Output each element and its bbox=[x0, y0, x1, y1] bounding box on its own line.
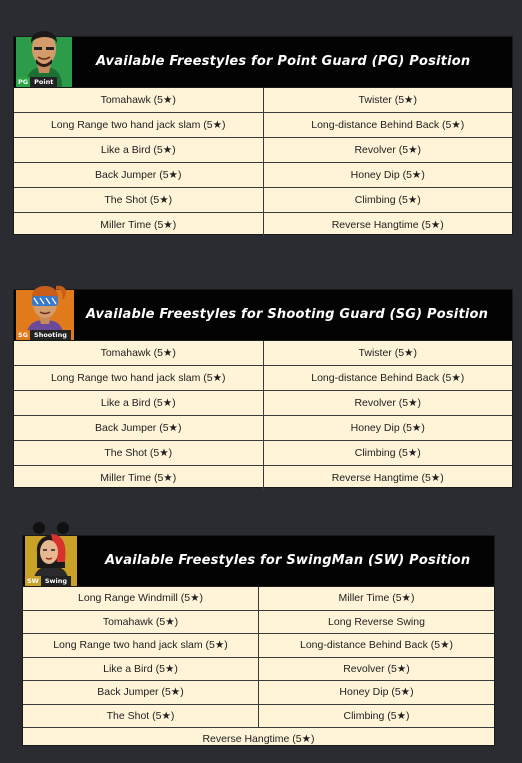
table-row bbox=[14, 113, 512, 138]
table-cell: Long Range two hand jack slam (5★) bbox=[14, 366, 263, 391]
table-cell: The Shot (5★) bbox=[23, 704, 259, 728]
table-cell: Tomahawk (5★) bbox=[100, 347, 176, 359]
sg-card-title: Available Freestyles for Shooting Guard (SG) Position bbox=[86, 307, 489, 322]
sw-card-header bbox=[23, 536, 494, 587]
table-cell: Miller Time (5★) bbox=[14, 213, 263, 238]
sg-position-abbr: SG bbox=[18, 331, 29, 339]
table-cell: Tomahawk (5★) bbox=[100, 94, 176, 106]
pg-freestyle-card bbox=[13, 36, 513, 235]
table-cell: Reverse Hangtime (5★) bbox=[263, 466, 512, 491]
table-cell: Reverse Hangtime (5★) bbox=[263, 213, 512, 238]
table-cell: The Shot (5★) bbox=[14, 188, 263, 213]
pg-position-badge bbox=[16, 77, 57, 87]
sw-position-badge bbox=[25, 576, 71, 586]
table-row bbox=[23, 634, 494, 658]
table-row bbox=[14, 163, 512, 188]
table-cell: The Shot (5★) bbox=[14, 441, 263, 466]
table-row bbox=[23, 704, 494, 728]
table-row bbox=[14, 441, 512, 466]
table-cell: Long-distance Behind Back (5★) bbox=[259, 634, 495, 658]
table-cell: Like a Bird (5★) bbox=[14, 391, 263, 416]
table-row bbox=[14, 188, 512, 213]
sg-card-header bbox=[14, 290, 512, 341]
table-cell: Honey Dip (5★) bbox=[263, 163, 512, 188]
table-cell: Twister (5★) bbox=[263, 88, 512, 113]
pg-position-abbr: PG bbox=[18, 78, 29, 86]
table-cell: Climbing (5★) bbox=[263, 441, 512, 466]
table-row bbox=[14, 138, 512, 163]
table-cell: Back Jumper (5★) bbox=[14, 163, 263, 188]
pg-card-header bbox=[14, 37, 512, 88]
table-cell: Long-distance Behind Back (5★) bbox=[263, 113, 512, 138]
sw-position-abbr: SW bbox=[27, 577, 39, 585]
sg-freestyle-card bbox=[13, 289, 513, 488]
table-cell: Climbing (5★) bbox=[263, 188, 512, 213]
sw-position-label: Swing bbox=[41, 576, 71, 586]
table-row bbox=[14, 213, 512, 238]
table-cell: Like a Bird (5★) bbox=[23, 657, 259, 681]
table-row bbox=[14, 88, 512, 113]
table-cell: Long-distance Behind Back (5★) bbox=[263, 366, 512, 391]
table-cell: Back Jumper (5★) bbox=[14, 416, 263, 441]
table-row bbox=[23, 657, 494, 681]
table-cell: Twister (5★) bbox=[263, 341, 512, 366]
pg-card-title: Available Freestyles for Point Guard (PG) Position bbox=[96, 54, 471, 69]
table-cell: Climbing (5★) bbox=[259, 704, 495, 728]
table-row bbox=[14, 391, 512, 416]
table-cell: Revolver (5★) bbox=[259, 657, 495, 681]
table-row bbox=[23, 587, 494, 610]
sg-position-label: Shooting bbox=[30, 330, 71, 340]
table-cell: Honey Dip (5★) bbox=[263, 416, 512, 441]
table-row bbox=[14, 341, 512, 366]
table-cell: Revolver (5★) bbox=[263, 138, 512, 163]
table-row bbox=[23, 681, 494, 705]
table-cell: Long Reverse Swing bbox=[259, 610, 495, 634]
pg-freestyle-table bbox=[14, 88, 512, 237]
table-cell: Like a Bird (5★) bbox=[14, 138, 263, 163]
table-cell: Reverse Hangtime (5★) bbox=[23, 728, 494, 751]
table-row bbox=[14, 366, 512, 391]
table-cell: Miller Time (5★) bbox=[259, 587, 495, 610]
table-cell: Long Range two hand jack slam (5★) bbox=[14, 113, 263, 138]
pg-position-label: Point bbox=[30, 77, 57, 87]
table-row bbox=[14, 466, 512, 491]
sw-freestyle-card bbox=[22, 535, 495, 746]
table-cell: Back Jumper (5★) bbox=[23, 681, 259, 705]
sw-freestyle-table bbox=[23, 587, 494, 751]
sw-card-title: Available Freestyles for SwingMan (SW) Position bbox=[105, 553, 471, 568]
table-row bbox=[14, 416, 512, 441]
table-cell: Revolver (5★) bbox=[263, 391, 512, 416]
sg-position-badge bbox=[16, 330, 71, 340]
table-cell: Honey Dip (5★) bbox=[259, 681, 495, 705]
pg-player-avatar bbox=[16, 23, 72, 87]
table-cell: Long Range two hand jack slam (5★) bbox=[23, 634, 259, 658]
sg-freestyle-table bbox=[14, 341, 512, 490]
table-cell: Tomahawk (5★) bbox=[23, 610, 259, 634]
sg-player-avatar bbox=[16, 276, 74, 340]
table-cell: Miller Time (5★) bbox=[14, 466, 263, 491]
table-cell: Long Range Windmill (5★) bbox=[78, 592, 203, 605]
table-row bbox=[23, 728, 494, 751]
table-row bbox=[23, 610, 494, 634]
sw-player-avatar bbox=[25, 522, 77, 586]
